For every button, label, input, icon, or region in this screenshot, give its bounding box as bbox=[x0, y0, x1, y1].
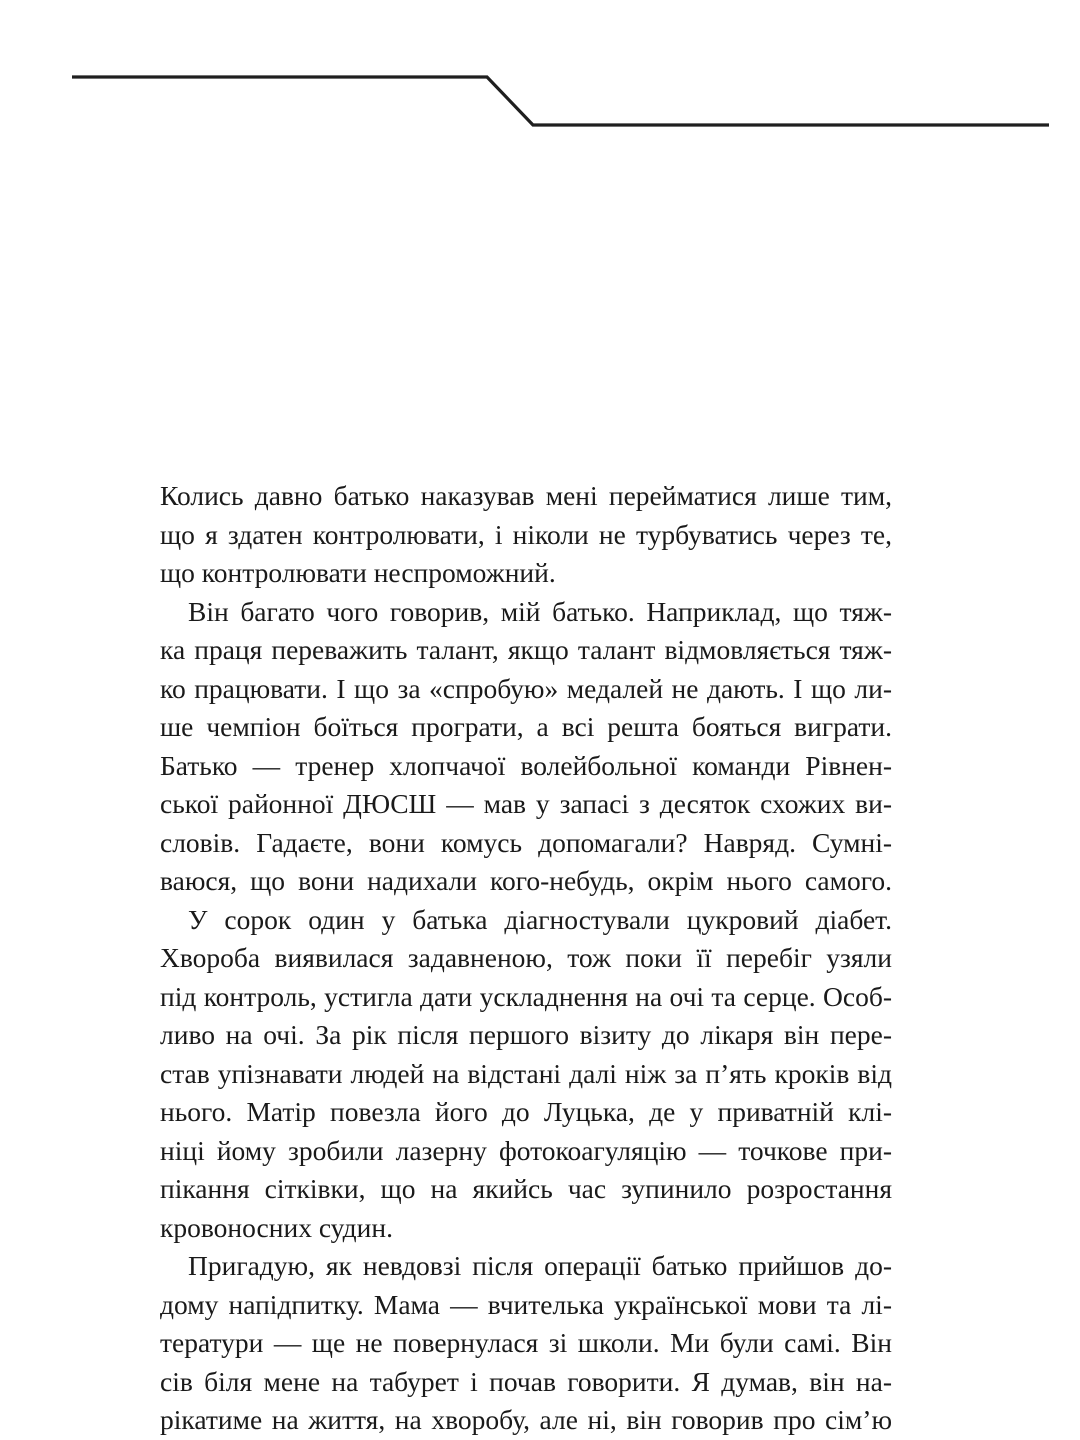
text-line: ваюся, що вони надихали кого-небудь, окрім нього самого. bbox=[160, 865, 892, 896]
text-line: ської районної ДЮСШ — мав у запасі з десяток схожих ви- bbox=[160, 788, 892, 819]
text-line: ка праця переважить талант, якщо талант відмовляється тяж- bbox=[160, 634, 892, 665]
text-line: У сорок один у батька діагностували цукровий діабет. bbox=[188, 903, 892, 935]
text-line: під контроль, устигла дати ускладнення на очі та серце. Особ- bbox=[160, 980, 892, 1012]
text-line: сів біля мене на табурет і почав говорити. Я думав, він на- bbox=[160, 1365, 892, 1397]
text-line: що контролювати неспроможний. bbox=[160, 557, 556, 588]
text-line: Колись давно батько наказував мені перейматися лише тим, bbox=[160, 480, 892, 511]
text-line: ше чемпіон боїться програти, а всі решта бояться виграти. bbox=[160, 711, 892, 742]
header-rule bbox=[0, 0, 1080, 140]
text-line: ливо на очі. За рік після першого візиту до лікаря він пере- bbox=[160, 1019, 892, 1050]
body-text bbox=[160, 477, 892, 1440]
text-line: Хвороба виявилася задавненою, тож поки її перебіг узяли bbox=[160, 942, 892, 973]
chapter-header-line bbox=[72, 77, 1049, 125]
text-line: кровоносних судин. bbox=[160, 1211, 393, 1243]
text-line: Він багато чого говорив, мій батько. Наприклад, що тяж- bbox=[188, 595, 892, 627]
text-line: Пригадую, як невдовзі після операції батько прийшов до- bbox=[188, 1250, 892, 1281]
text-line: словів. Гадаєте, вони комусь допомагали? Навряд. Сумні- bbox=[160, 826, 892, 858]
text-line: став упізнавати людей на відстані далі ніж за п’ять кроків від bbox=[160, 1057, 892, 1089]
text-line: рікатиме на життя, на хворобу, але ні, він говорив про сім’ю bbox=[160, 1404, 892, 1435]
text-line: нього. Матір повезла його до Луцька, де у приватній клі- bbox=[160, 1096, 892, 1127]
paragraph bbox=[160, 901, 892, 1248]
text-line: Батько — тренер хлопчачої волейбольної команди Рівнен- bbox=[160, 749, 892, 781]
paragraph bbox=[160, 593, 892, 901]
paragraph bbox=[160, 1247, 892, 1440]
text-line: дому напідпитку. Мама — вчителька української мови та лі- bbox=[160, 1288, 892, 1320]
paragraph bbox=[160, 477, 892, 593]
text-line: пікання сітківки, що на якийсь час зупинило розростання bbox=[160, 1173, 892, 1204]
text-line: ніці йому зробили лазерну фотокоагуляцію — точкове при- bbox=[160, 1134, 892, 1166]
text-line: що я здатен контролювати, і ніколи не турбуватись через те, bbox=[160, 518, 892, 550]
text-line: ко працювати. І що за «спробую» медалей не дають. І що ли- bbox=[160, 672, 892, 704]
text-line: тератури — ще не повернулася зі школи. Ми були самі. Він bbox=[160, 1327, 892, 1358]
